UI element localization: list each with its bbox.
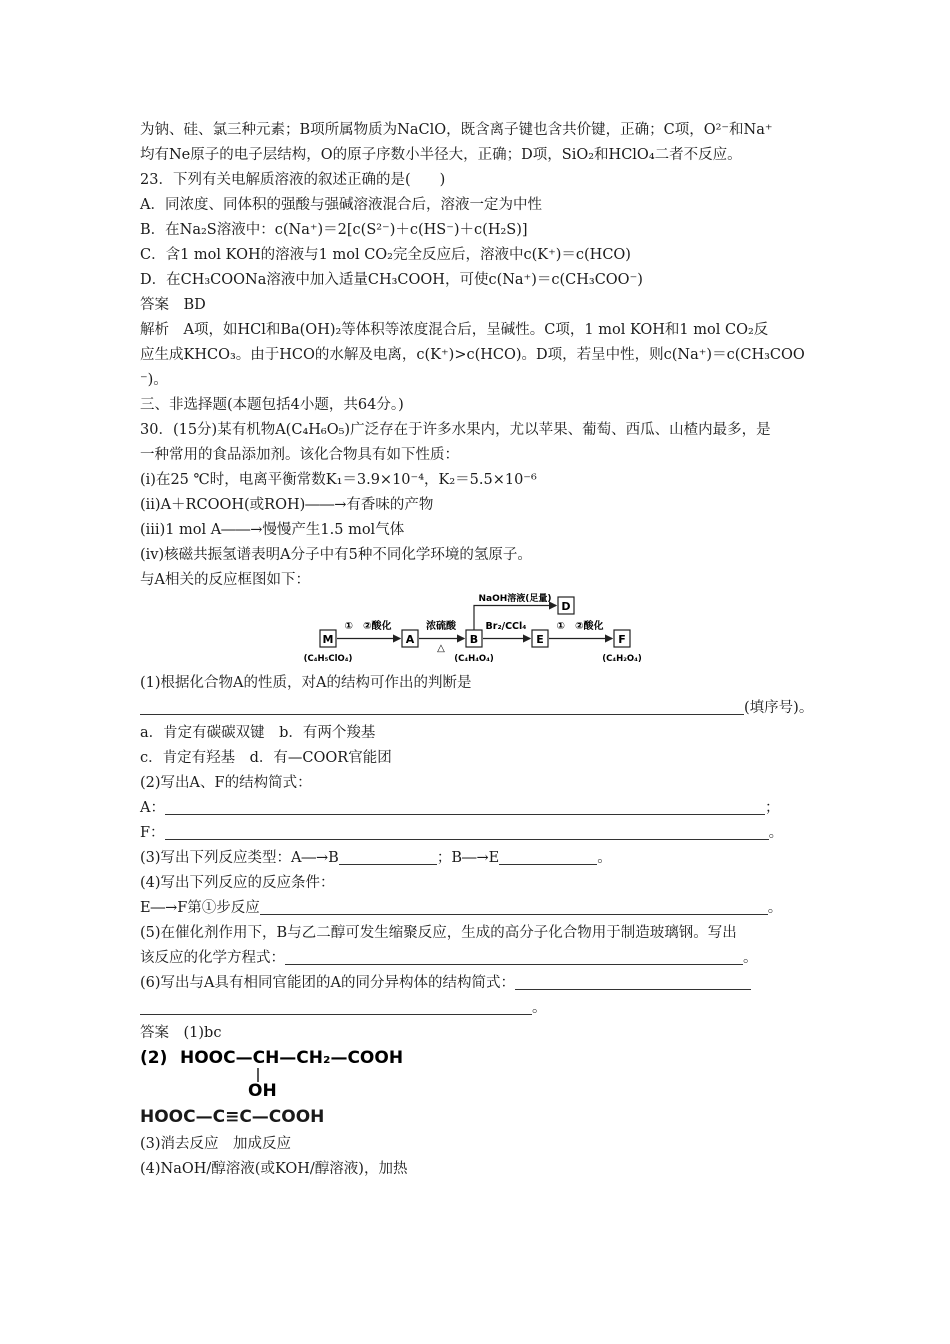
text-line: 均有Ne原子的电子层结构，O的原子序数小半径大，正确；D项，SiO₂和HClO₄二者不反应。: [140, 147, 742, 163]
text-fragment: (3)写出下列反应类型：A―→B: [140, 850, 339, 866]
structure-a-svg: [140, 1046, 440, 1098]
text-fragment: 。: [767, 900, 783, 916]
choices-cd: c．肯定有羟基 d．有—COOR官能团: [140, 750, 392, 766]
question-6: [140, 971, 820, 996]
text-line: 为钠、硅、氯三种元素；B项所属物质为NaClO，既含离子键也含共价键，正确；C项，O²⁻和Na⁺: [140, 122, 773, 138]
text-fragment: 。: [743, 950, 758, 966]
option-d: D．在CH₃COONa溶液中加入适量CH₃COOH，可使c(Na⁺)＝c(CH₃COO⁻): [140, 272, 643, 288]
label-d: D: [561, 600, 571, 613]
question-4: (4)写出下列反应的反应条件：: [140, 875, 335, 891]
step4-label: ① ②酸化: [556, 621, 604, 632]
answer-blank[interactable]: [285, 948, 743, 965]
answer-line-5: [140, 946, 820, 971]
answer-blank[interactable]: [339, 848, 437, 865]
option-b: B．在Na₂S溶液中：c(Na⁺)＝2[c(S²⁻)＋c(HS⁻)＋c(H₂S)]: [140, 222, 528, 238]
answer-4: (4)NaOH/醇溶液(或KOH/醇溶液)，加热: [140, 1161, 408, 1177]
label-b: B: [469, 633, 479, 646]
analysis-line: 解析 A项，如HCl和Ba(OH)₂等体积等浓度混合后，呈碱性。C项，1 mol KOH和1 mol CO₂反: [140, 322, 769, 338]
top-label: NaOH溶液(足量): [478, 594, 552, 604]
question-3: [140, 846, 820, 871]
answer-blank[interactable]: [140, 998, 532, 1015]
text-fragment: ；B―→E: [436, 850, 500, 866]
property-iv: (ⅳ)核磁共振氢谱表明A分子中有5种不同化学环境的氢原子。: [140, 547, 532, 563]
section-heading: 三、非选择题(本题包括4小题，共64分。): [140, 397, 404, 413]
analysis-line: 应生成KHCO₃。由于HCO的水解及电离，c(K⁺)>c(HCO)。D项，若呈中性，则c(Na⁺)＝c(CH₃COO: [140, 347, 805, 363]
option-a: A．同浓度、同体积的强酸与强碱溶液混合后，溶液一定为中性: [140, 197, 542, 213]
option-c: C．含1 mol KOH的溶液与1 mol CO₂完全反应后，溶液中c(K⁺)＝c(HCO): [140, 247, 631, 263]
label-a: A: [405, 633, 415, 646]
answer-line-4: [140, 896, 820, 921]
structure-a-main: HOOC—CH—CH₂—COOH: [180, 1048, 404, 1068]
reaction-diagram-svg: [140, 593, 820, 671]
answer-blank[interactable]: [260, 898, 768, 915]
step1-label: ① ②酸化: [344, 621, 392, 632]
answer-line-a: [140, 796, 820, 821]
text-fragment: 。: [532, 1000, 547, 1016]
answer-blank[interactable]: [165, 823, 769, 840]
question-30: 30．(15分)某有机物A(C₄H₆O₅)广泛存在于许多水果内，尤以苹果、葡萄、西瓜、山楂内最多，是: [140, 422, 771, 438]
answer-30: 答案 (1)bc: [140, 1025, 222, 1041]
label-m: M: [322, 633, 334, 646]
answer-line-f: [140, 821, 820, 846]
step2-condition: △: [437, 643, 445, 654]
text-fragment: (6)写出与A具有相同官能团的A的同分异构体的结构简式：: [140, 975, 515, 991]
answer-line-1: [140, 696, 820, 721]
analysis-line: ⁻)。: [140, 372, 168, 388]
text-fragment: F：: [140, 825, 165, 841]
text-fragment: A：: [140, 800, 165, 816]
label-e: E: [536, 633, 544, 646]
step2-label: 浓硫酸: [426, 621, 456, 632]
formula-b: (C₄H₄O₄): [454, 654, 494, 664]
property-iii: (ⅲ)1 mol A――→慢慢产生1.5 mol气体: [140, 522, 405, 538]
text-fragment: 。: [597, 850, 612, 866]
reaction-diagram: [140, 593, 820, 671]
text-line: 与A相关的反应框图如下：: [140, 572, 310, 588]
question-23: 23．下列有关电解质溶液的叙述正确的是( ): [140, 172, 446, 188]
property-ii: (ⅱ)A＋RCOOH(或ROH)――→有香味的产物: [140, 497, 434, 513]
formula-f: (C₄H₂O₄): [602, 654, 642, 664]
question-1: (1)根据化合物A的性质，对A的结构可作出的判断是: [140, 675, 472, 691]
text-fragment: ；: [764, 800, 780, 816]
choices-ab: a．肯定有碳碳双键 b．有两个羧基: [140, 725, 376, 741]
answer-3: (3)消去反应 加成反应: [140, 1136, 292, 1152]
answer-blank[interactable]: [165, 798, 765, 815]
question-2: (2)写出A、F的结构简式：: [140, 775, 312, 791]
text-fragment: E―→F第①步反应: [140, 900, 260, 916]
text-fragment: (填序号)。: [744, 700, 814, 716]
formula-m: (C₄H₅ClO₄): [303, 654, 353, 664]
structure-a: [140, 1046, 820, 1098]
structure-a-oh: OH: [248, 1081, 277, 1098]
structure-f: HOOC—C≡C—COOH: [140, 1107, 325, 1127]
answer-line-6: [140, 996, 820, 1021]
step3-label: Br₂/CCl₄: [485, 621, 527, 632]
answer-23: 答案 BD: [140, 297, 206, 313]
text-line: 一种常用的食品添加剂。该化合物具有如下性质：: [140, 447, 459, 463]
label-f: F: [618, 633, 626, 646]
document-page: [140, 118, 820, 1182]
text-fragment: 该反应的化学方程式：: [140, 950, 285, 966]
answer-blank[interactable]: [515, 973, 751, 990]
text-fragment: 。: [768, 825, 784, 841]
question-5: (5)在催化剂作用下，B与乙二醇可发生缩聚反应，生成的高分子化合物用于制造玻璃钢。写出: [140, 925, 737, 941]
property-i: (ⅰ)在25 ℃时，电离平衡常数K₁＝3.9×10⁻⁴，K₂＝5.5×10⁻⁶: [140, 472, 537, 488]
structure-a-prefix: (2): [140, 1048, 168, 1068]
answer-blank[interactable]: [499, 848, 597, 865]
answer-blank[interactable]: [140, 698, 744, 715]
